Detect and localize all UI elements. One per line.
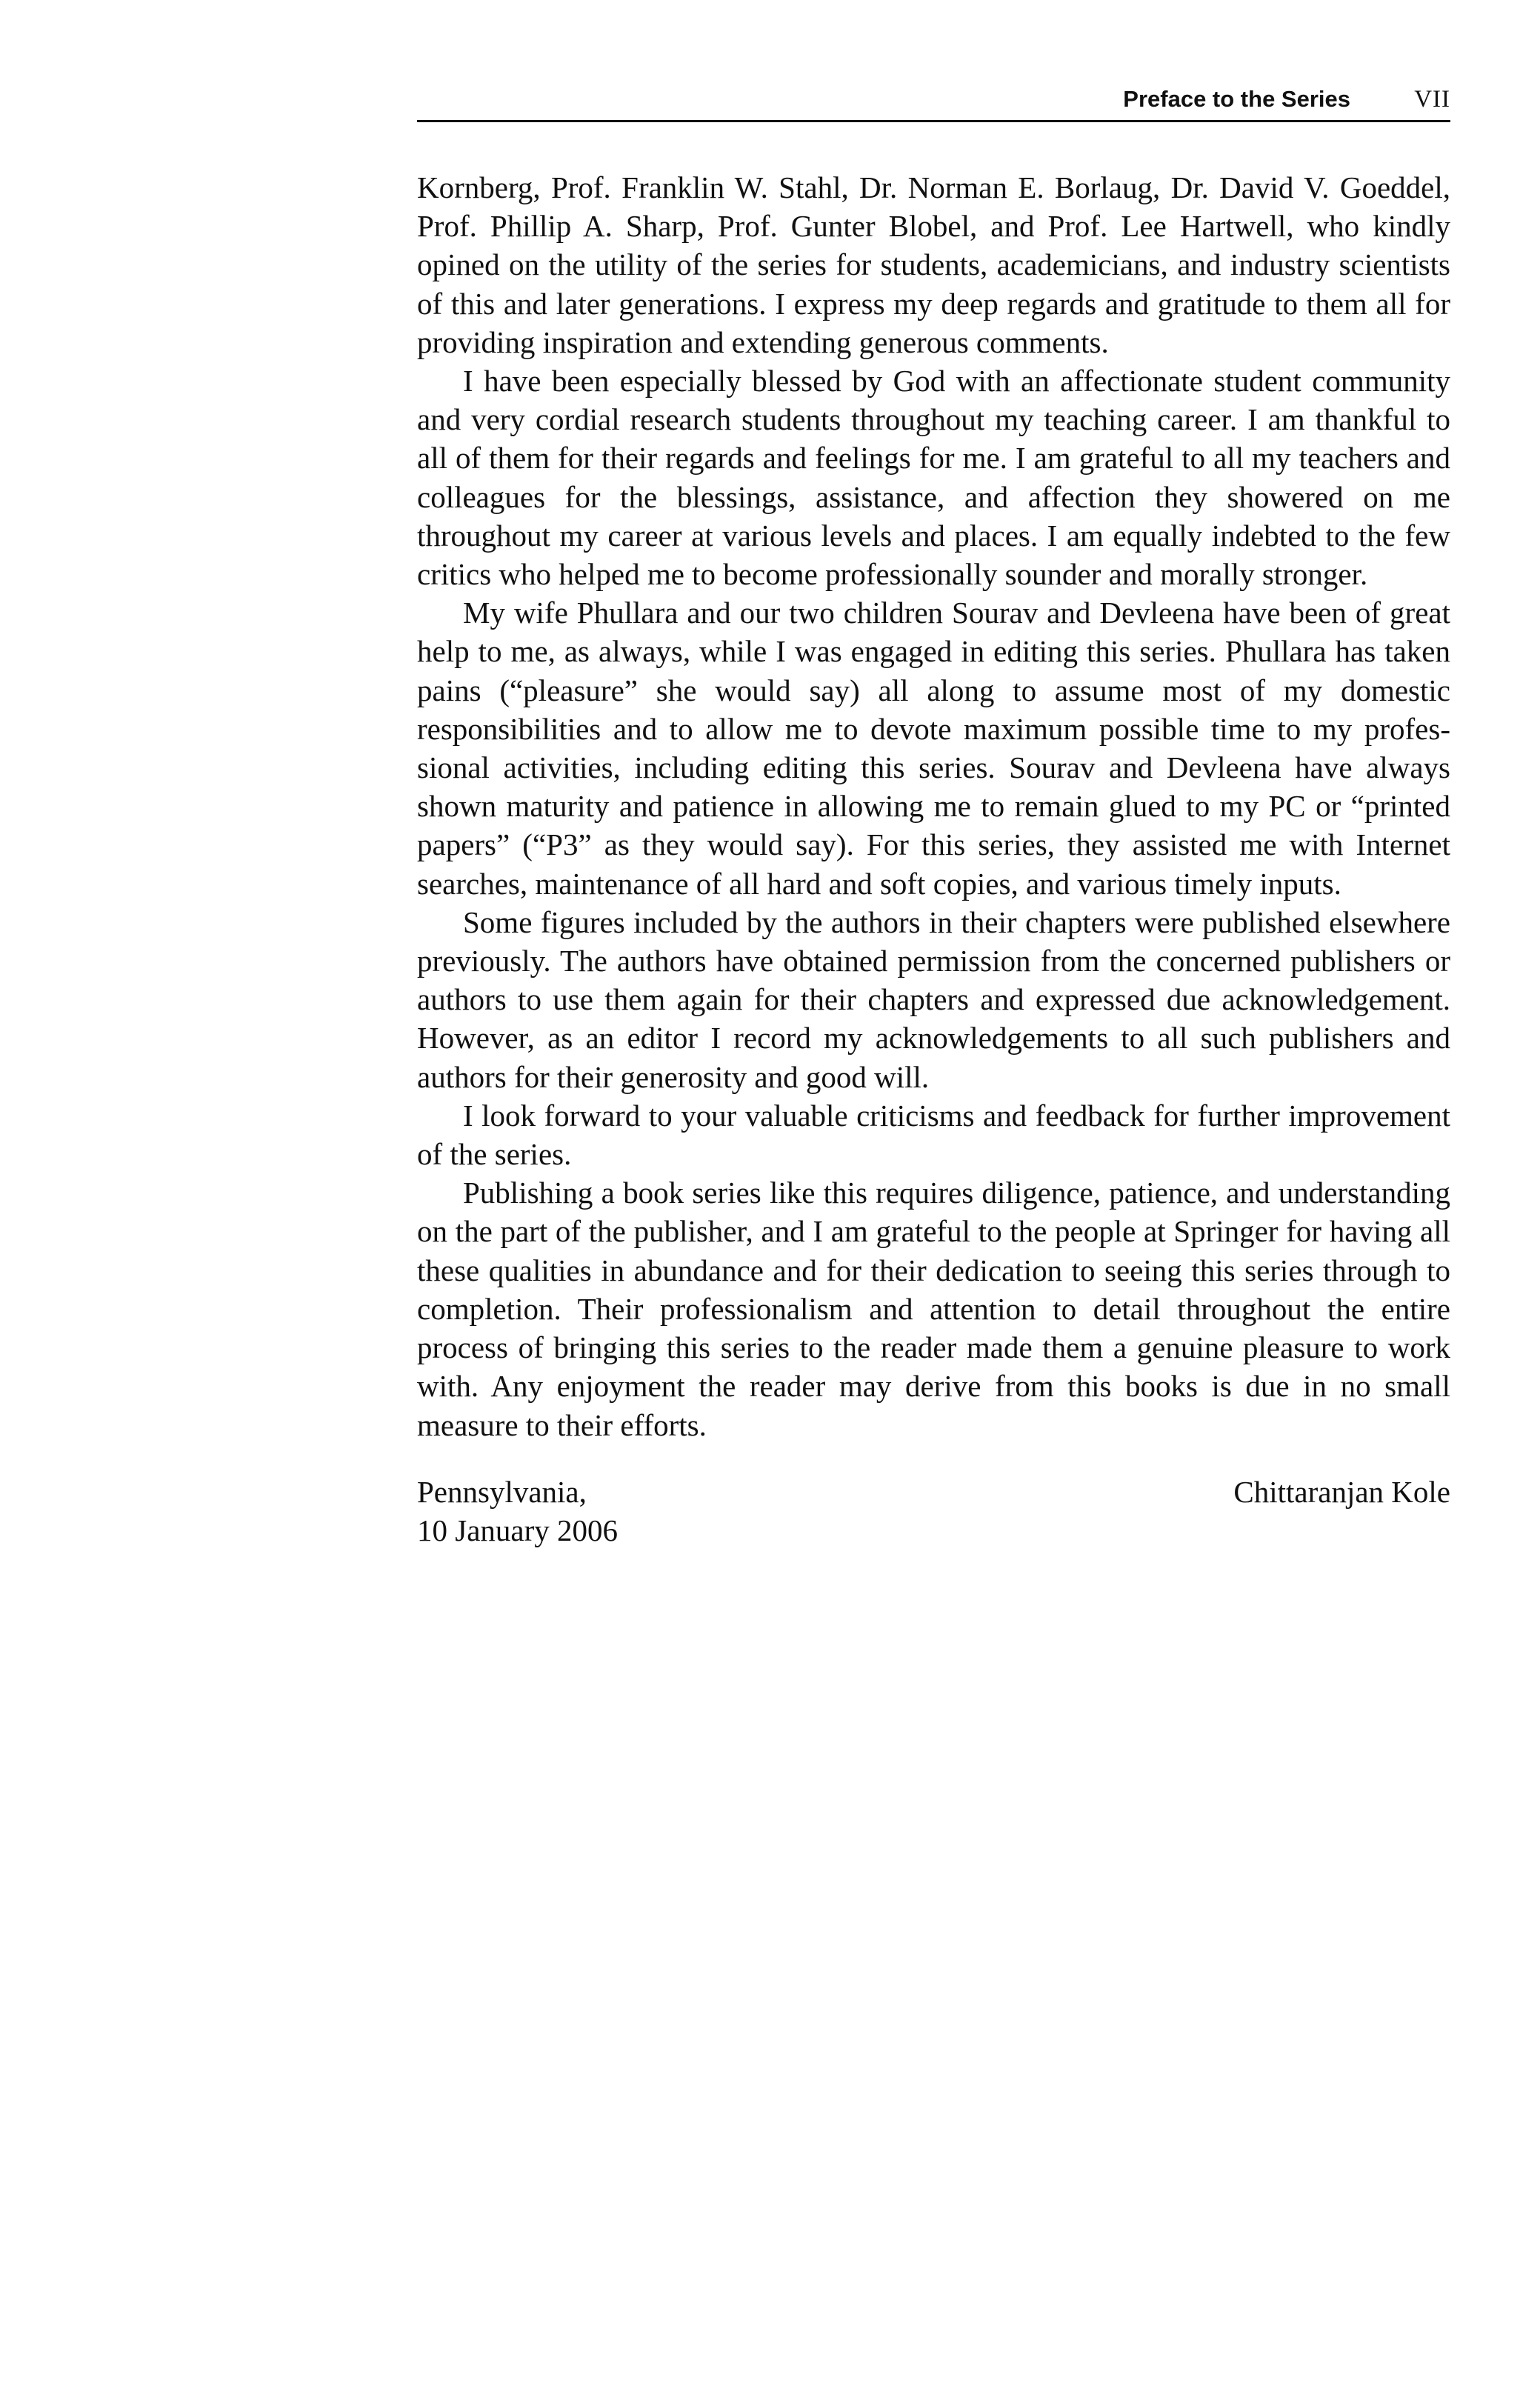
paragraph-feedback: I look forward to your valuable criticisms and feedback for further improvement of the series. bbox=[417, 1098, 1450, 1172]
signoff-author: Chittaranjan Kole bbox=[1233, 1475, 1450, 1509]
paragraph-acknowledgement-laureates: Kornberg, Prof. Franklin W. Stahl, Dr. Norman E. Borlaug, Dr. David V. Goeddel, Prof. Phillip A. Sharp, Prof. Gunter Blobel, and Prof. Lee Hartwell, who kindly opined on the utility of the series for students, academicians, and industry scientists of this and later generations. I express my deep regards and gratitude to them all for providing inspiration and extending generous comments. bbox=[417, 170, 1450, 359]
paragraph-family: My wife Phullara and our two children Sourav and Devleena have been of great help to me, as always, while I was engaged in editing this series. Phullara has taken pains (“pleasure” she would say) all along to assume most of my domestic responsibilities and to allow me to devote maximum possible time to my professional activities, including editing this series. Sourav and Devleena have always shown maturity and patience in allowing me to remain glued to my PC or “printed papers” (“P3” as they would say). For this series, they assisted me with Internet searches, maintenance of all hard and soft copies, and various timely inputs. bbox=[417, 596, 1450, 901]
signoff-date: 10 January 2006 bbox=[417, 1513, 619, 1548]
paragraph-publisher-thanks: Publishing a book series like this requires diligence, patience, and understanding on the part of the publisher, and I am grateful to the people at Springer for having all these qualities in abundance and for their dedication to seeing this series through to completion. Their professionalism and attention to detail throughout the entire process of bringing this series to the reader made them a genuine pleasure to work with. Any enjoyment the reader may derive from this books is due in no small measure to their efforts. bbox=[417, 1176, 1450, 1442]
signoff-place-date bbox=[417, 1473, 618, 1550]
running-head bbox=[417, 81, 1450, 122]
paragraph-students-teachers: I have been especially blessed by God with an affectionate student community and very cordial research students throughout my teaching career. I am thankful to all of them for their regards and feelings for me. I am grateful to all my teachers and colleagues for the blessings, assistance, and affection they showered on me throughout my career at various levels and places. I am equally indebted to the few critics who helped me to become professionally sounder and morally stronger. bbox=[417, 364, 1450, 592]
paragraph-figure-permissions: Some figures included by the authors in their chapters were published elsewhere previously. The authors have obtained permission from the concerned publishers or authors to use them again for their chapters and expressed due acknowledgement. However, as an editor I record my acknowledgements to all such publishers and authors for their generosity and good will. bbox=[417, 904, 1450, 1094]
signoff-place: Pennsylvania, bbox=[417, 1475, 587, 1509]
preface-body bbox=[417, 168, 1450, 1444]
page-number: VII bbox=[1414, 86, 1450, 113]
running-head-title: Preface to the Series bbox=[1123, 86, 1350, 112]
book-page bbox=[417, 0, 1450, 2397]
